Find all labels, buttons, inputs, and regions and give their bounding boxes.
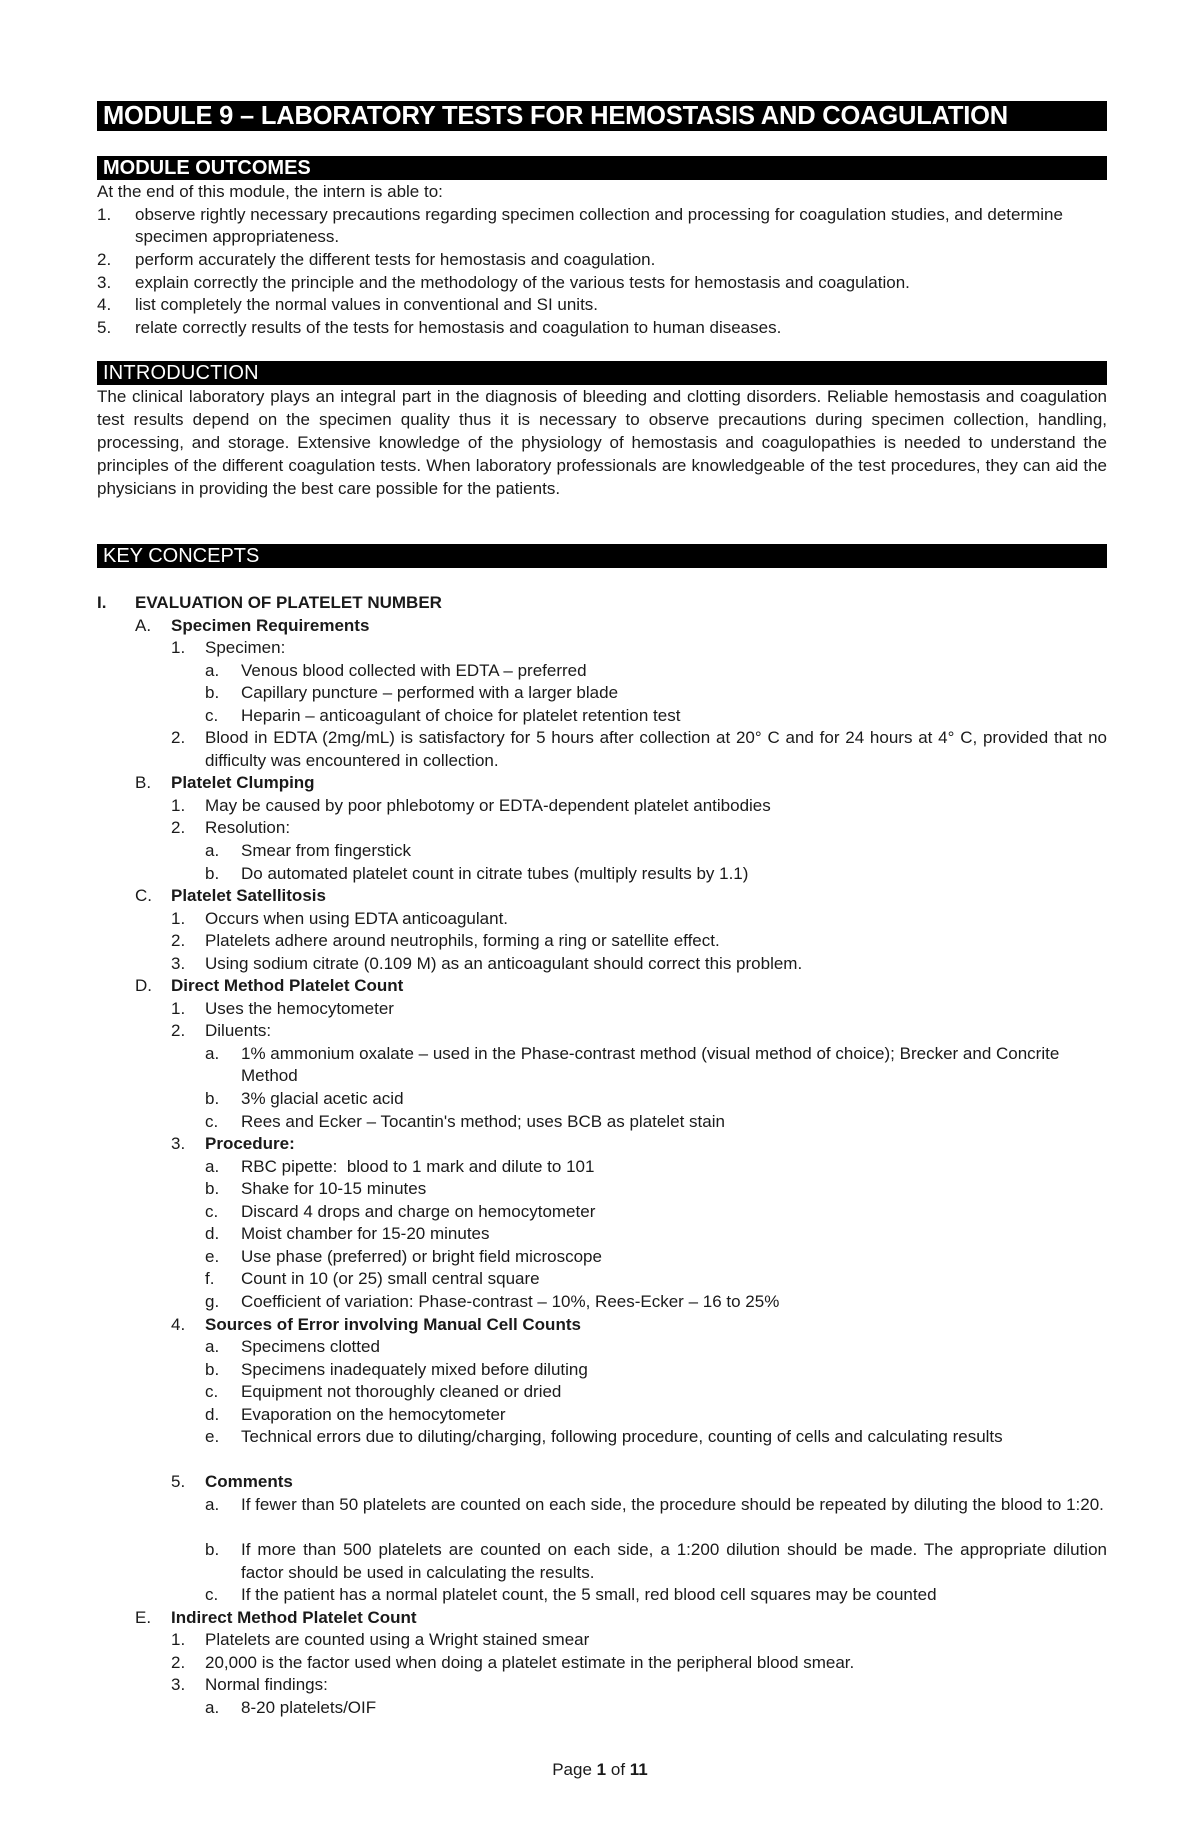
- outcome-item: 1. observe rightly necessary precautions regarding specimen collection and processing for coagulation studies, and determine specimen appropriateness.: [97, 204, 1063, 247]
- subsection-title: Direct Method Platelet Count: [171, 976, 404, 996]
- introduction-text: The clinical laboratory plays an integral part in the diagnosis of bleeding and clotting disorders. Reliable hemostasis and coagulation test results depend on the specimen quality thus it is necessary to observe precautions during specimen collection, handling, processing, and storage. Extensive knowledge of the physiology of hemostasis and coagulopathies is needed to understand the principles of the different coagulation tests. When laboratory professionals are knowledgeable of the test procedures, they can aid the physicians in providing the best care possible for the patients.: [97, 387, 1107, 498]
- subsection-title: Specimen Requirements: [171, 615, 370, 635]
- total-pages: 11: [629, 1760, 648, 1779]
- outcome-item: 5. relate correctly results of the tests for hemostasis and coagulation to human diseases.: [97, 318, 782, 338]
- introduction-heading: INTRODUCTION: [97, 361, 1107, 385]
- outcome-item: 2. perform accurately the different tests for hemostasis and coagulation.: [97, 250, 656, 270]
- outcomes-section: [97, 181, 1107, 340]
- key-concepts-section: I. EVALUATION OF PLATELET NUMBER A. Specimen Requirements 1. Specimen: a. Venous blood collected with EDTA – preferred b. Capillary puncture – performed with a larger blade c. Heparin – anticoagulant of choice for platelet retention test 2. Blood in EDTA (2mg/mL) is satisfactory for 5 hours after collection at 20° C and for 24 hours at 4° C, provided that no difficulty was encountered in collection. B. Platelet Clumping 1. May be caused by poor phlebotomy or EDTA-dependent platelet antibodies 2. Resolution: a. Smear from fingerstick b. Do automated platelet count in citrate tubes (multiply results by 1.1) C. Platelet Satellitosis 1. Occurs when using EDTA anticoagulant. 2. Platelets adhere around neutrophils, forming a ring or satellite effect. 3. Using sodium citrate (0.109 M) as an anticoagulant should correct this problem. D. Direct Method Platelet Count 1. Uses the hemocytometer 2. Diluents: a. 1% ammonium oxalate – used in the Phase-contrast method (visual method of choice); Brecker and Concrite Method b. 3% glacial acetic acid c. Rees and Ecker – Tocantin's method; uses BCB as platelet stain 3. Procedure: a. RBC pipette: blood to 1 mark and dilute to 101 b. Shake for 10-15 minutes c. Discard 4 drops and charge on hemocytometer d. Moist chamber for 15-20 minutes e. Use phase (preferred) or bright field microscope f. Count in 10 (or 25) small central square g. Coefficient of variation: Phase-contrast – 10%, Rees-Ecker – 16 to 25% 4. Sources of Error involving Manual Cell Counts a. Specimens clotted b. Specimens inadequately mixed before diluting c. Equipment not thoroughly cleaned or dried d. Evaporation on the hemocytometer e. Technical errors due to diluting/charging, following procedure, counting of cells and calculating results 5. Comments a. If fewer than 50 platelets are counted on each side, the procedure should be repeated by diluting the blood to 1:20. b. If more than 500 platelets are counted on each side, a 1:200 dilution should be made. The appropriate dilution factor should be used in calculating the results. c. If the patient has a normal platelet count, the 5 small, red blood cell squares may be counted E. Indirect Method Platelet Count 1. Platelets are counted using a Wright stained smear 2. 20,000 is the factor used when doing a platelet estimate in the peripheral blood smear. 3. Normal findings: a. 8-20 platelets/OIF: [97, 593, 1107, 1717]
- outcomes-intro: At the end of this module, the intern is able to:: [97, 182, 443, 201]
- subsection-title: Indirect Method Platelet Count: [171, 1607, 417, 1627]
- subsection-title: Platelet Satellitosis: [171, 886, 326, 906]
- outcome-item: 4. list completely the normal values in conventional and SI units.: [97, 295, 599, 315]
- page-footer: Page 1 of 11: [552, 1760, 648, 1779]
- current-page: 1: [596, 1760, 607, 1779]
- module-title: MODULE 9 – LABORATORY TESTS FOR HEMOSTASIS AND COAGULATION: [97, 101, 1107, 131]
- key-concepts-heading: KEY CONCEPTS: [97, 544, 1107, 568]
- section-title: EVALUATION OF PLATELET NUMBER: [135, 593, 442, 612]
- subsection-title: Platelet Clumping: [171, 773, 315, 793]
- introduction-section: [97, 386, 1107, 501]
- outcomes-heading: MODULE OUTCOMES: [97, 156, 1107, 180]
- outcome-item: 3. explain correctly the principle and the methodology of the various tests for hemostasis and coagulation.: [97, 272, 910, 292]
